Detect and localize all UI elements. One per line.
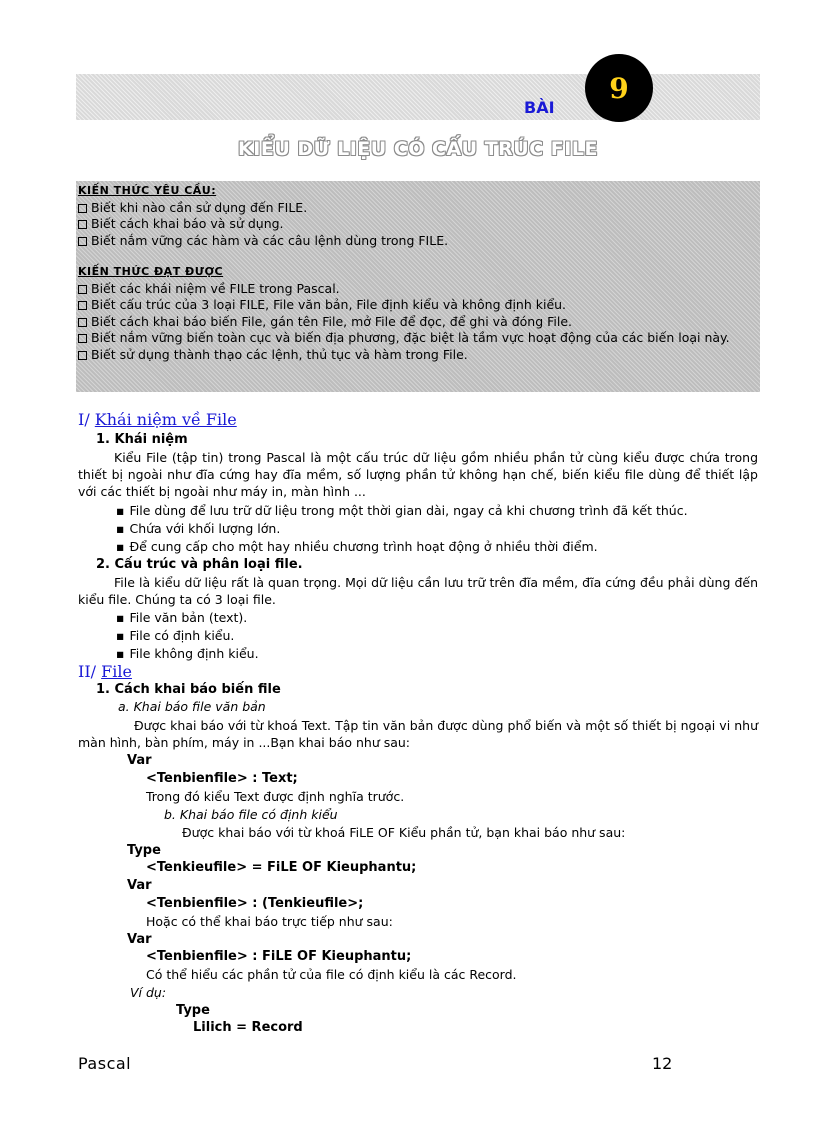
code-var: Var: [127, 878, 152, 893]
list-item: ▪ Để cung cấp cho một hay nhiều chương trình hoạt động ở nhiều thời điểm.: [116, 538, 756, 556]
lesson-label: BÀI: [524, 98, 555, 117]
code-declaration: <Tenbienfile> : Text;: [146, 771, 298, 786]
code-declaration: Lilich = Record: [193, 1020, 303, 1035]
paragraph-text-file: Được khai báo với từ khoá Text. Tập tin văn bản được dùng phổ biến và một số thiết bị ngoại vi như màn hình, bàn phím, máy in ...Bạn khai báo như sau:: [78, 718, 758, 750]
required-item: Biết nắm vững các hàm và các câu lệnh dùng trong FILE.: [76, 233, 760, 250]
subsection-khai-bao: 1. Cách khai báo biến file: [96, 682, 281, 697]
note-line: Hoặc có thể khai báo trực tiếp như sau:: [146, 914, 393, 929]
list-item: ▪ File không định kiểu.: [116, 645, 756, 663]
subsection-cau-truc: 2. Cấu trúc và phân loại file.: [96, 557, 303, 572]
checkbox-icon: [78, 220, 87, 229]
checkbox-icon: [78, 204, 87, 213]
note-line: Được khai báo với từ khoá FiLE OF Kiểu phần tử, bạn khai báo như sau:: [182, 825, 626, 840]
bullet-list-1: [116, 502, 756, 556]
list-item: ▪ File dùng để lưu trữ dữ liệu trong một thời gian dài, ngay cả khi chương trình đã kết thúc.: [116, 502, 756, 520]
page-title: KIỂU DỮ LIỆU CÓ CẤU TRÚC FILE: [238, 138, 598, 160]
achieved-item: Biết nắm vững biến toàn cục và biến địa phương, đặc biệt là tầm vực hoạt động của các biến loại này.: [76, 330, 760, 347]
note-line: Trong đó kiểu Text được định nghĩa trước.: [146, 789, 405, 804]
required-heading: KIẾN THỨC YÊU CẦU:: [78, 184, 217, 197]
checkbox-icon: [78, 334, 87, 343]
achieved-heading: KIẾN THỨC ĐẠT ĐƯỢC: [78, 265, 224, 278]
list-item: ▪ File có định kiểu.: [116, 627, 756, 645]
note-line: Có thể hiểu các phần tử của file có định kiểu là các Record.: [146, 967, 517, 982]
code-type: Type: [176, 1003, 210, 1018]
paragraph-file-concept: Kiểu File (tập tin) trong Pascal là một cấu trúc dữ liệu gồm nhiều phần tử cùng kiểu được chứa trong thiết bị ngoài như đĩa cứng hay đĩa mềm, số lượng phần tử không hạn chế, biến kiểu file dùng để thiết lập với các thiết bị ngoài như máy in, màn hình ...: [78, 450, 758, 499]
page-number: 12: [652, 1054, 673, 1073]
achieved-item: Biết sử dụng thành thạo các lệnh, thủ tục và hàm trong File.: [76, 347, 760, 364]
footer-subject: Pascal: [78, 1054, 132, 1073]
lesson-number: 9: [609, 71, 629, 105]
achieved-item: Biết các khái niệm về FILE trong Pascal.: [76, 281, 760, 298]
lesson-number-badge: [585, 54, 653, 122]
checkbox-icon: [78, 318, 87, 327]
subsection-khai-niem: 1. Khái niệm: [96, 432, 188, 447]
required-item: Biết khi nào cần sử dụng đến FILE.: [76, 200, 760, 217]
paragraph-file-structure: File là kiểu dữ liệu rất là quan trọng. Mọi dữ liệu cần lưu trữ trên đĩa mềm, đĩa cứng đều phải dùng đến kiểu file. Chúng ta có 3 loại file.: [78, 575, 758, 607]
list-item: ▪ File văn bản (text).: [116, 609, 756, 627]
checkbox-icon: [78, 351, 87, 360]
section-1-heading: I/ Khái niệm về File: [78, 410, 237, 429]
code-declaration: <Tenbienfile> : (Tenkieufile>;: [146, 896, 364, 911]
checkbox-icon: [78, 301, 87, 310]
code-declaration: <Tenbienfile> : FiLE OF Kieuphantu;: [146, 949, 412, 964]
subsection-b: b. Khai báo file có định kiểu: [164, 807, 338, 822]
subsection-a: a. Khai báo file văn bản: [118, 699, 266, 714]
header-band: [76, 71, 760, 120]
checkbox-icon: [78, 237, 87, 246]
achieved-item: Biết cấu trúc của 3 loại FILE, File văn bản, File định kiểu và không định kiểu.: [76, 297, 760, 314]
code-declaration: <Tenkieufile> = FiLE OF Kieuphantu;: [146, 860, 417, 875]
knowledge-box: [76, 181, 760, 392]
section-2-heading: II/ File: [78, 662, 132, 681]
required-item: Biết cách khai báo và sử dụng.: [76, 216, 760, 233]
code-var: Var: [127, 753, 152, 768]
code-var: Var: [127, 932, 152, 947]
example-label: Ví dụ:: [130, 985, 167, 1000]
code-type: Type: [127, 843, 161, 858]
achieved-item: Biết cách khai báo biến File, gán tên File, mở File để đọc, để ghi và đóng File.: [76, 314, 760, 331]
checkbox-icon: [78, 285, 87, 294]
list-item: ▪ Chứa với khối lượng lớn.: [116, 520, 756, 538]
bullet-list-2: [116, 609, 756, 663]
